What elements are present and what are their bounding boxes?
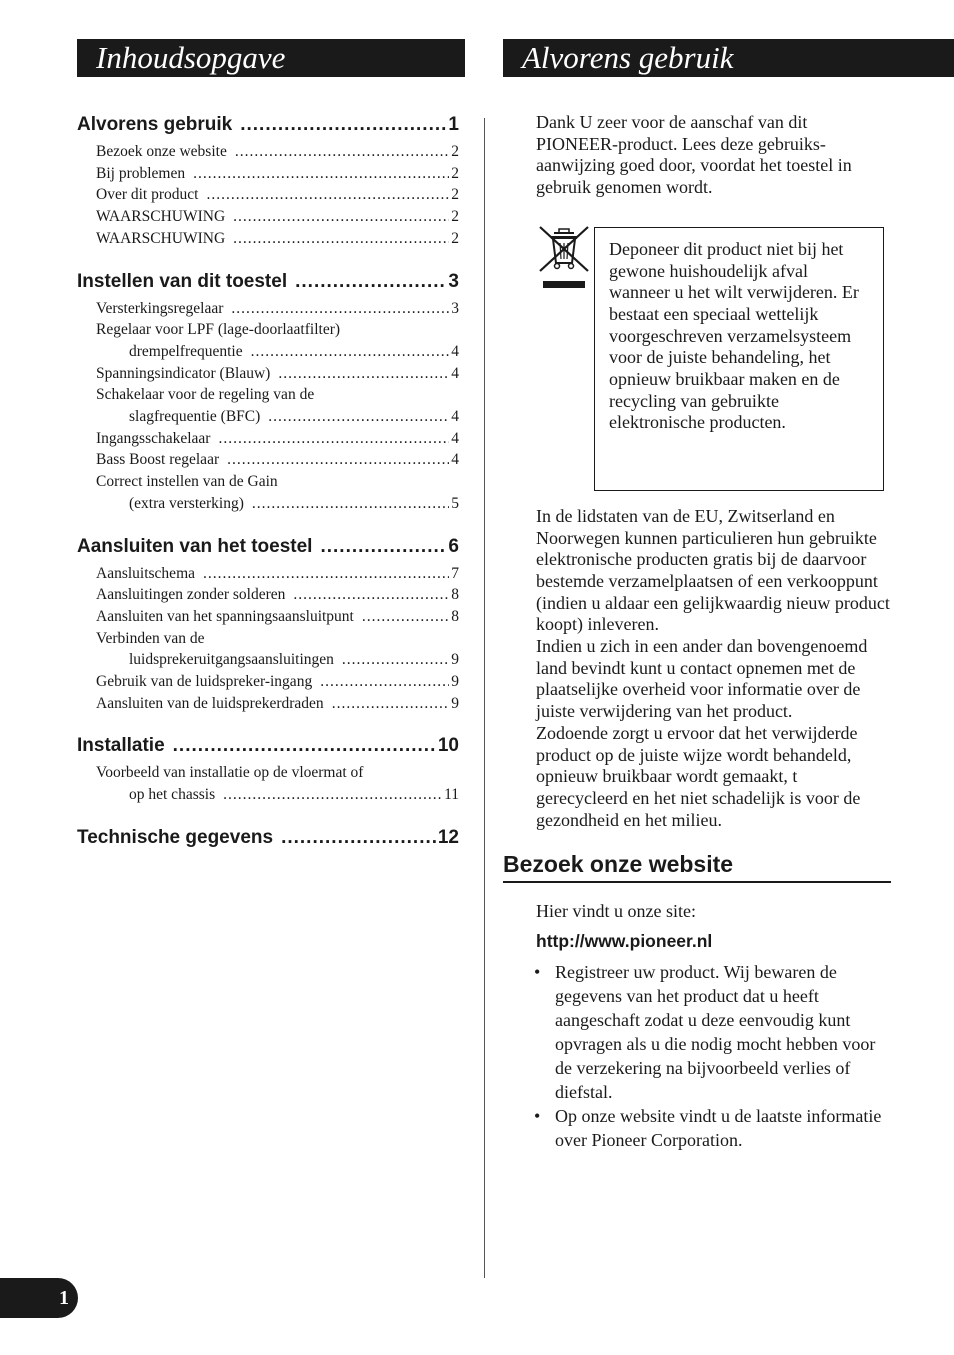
list-item-text: Op onze website vindt u de laatste informatie over Pioneer Corporation. (555, 1106, 882, 1151)
bullet-icon: • (534, 962, 541, 983)
toc-leader (173, 733, 436, 759)
toc-entry-title: drempelfrequentie (129, 342, 243, 360)
toc-section-aansluiten (77, 534, 459, 715)
toc-heading-title: Alvorens gebruik (77, 114, 233, 135)
toc-entry-page: 4 (451, 342, 459, 360)
website-link[interactable]: http://www.pioneer.nl (536, 931, 713, 952)
section-banner: Alvorens gebruik (503, 39, 954, 77)
toc-entry-title: op het chassis (129, 786, 216, 804)
toc-heading[interactable] (77, 112, 459, 138)
toc-heading-title: Technische gegevens (77, 826, 274, 848)
toc-banner: Inhoudsopgave (77, 39, 465, 77)
toc-entry-title: WAARSCHUWING (96, 208, 226, 226)
toc-leader (218, 428, 449, 450)
toc-entry[interactable] (77, 493, 459, 515)
toc-entry-page: 3 (451, 299, 459, 317)
intro-paragraph: Dank U zeer voor de aanschaf van dit PIONEER-product. Lees deze gebruiks-aanwijzing goed door, voordat het toestel in gebruik genomen wordt. (536, 112, 852, 198)
toc-leader (362, 606, 449, 628)
toc-entry-page: 2 (451, 208, 459, 226)
page-number: 1 (0, 1278, 78, 1318)
toc-entry[interactable] (77, 363, 459, 385)
toc-leader (295, 269, 446, 295)
toc-entry-page: 8 (451, 607, 459, 625)
website-intro: Hier vindt u onze site: (536, 901, 696, 922)
toc-entry-title: Bij problemen (96, 164, 186, 182)
toc-leader (193, 163, 449, 185)
toc-entry-page: 9 (451, 651, 459, 669)
toc-heading-page: 10 (437, 735, 459, 757)
toc-section-technische-gegevens (77, 825, 459, 851)
toc-entry-page: 4 (451, 408, 459, 426)
toc-entry[interactable] (77, 606, 459, 628)
toc-entry[interactable] (77, 228, 459, 250)
toc-entry[interactable] (77, 563, 459, 585)
toc-entry[interactable] (77, 141, 459, 163)
toc-entry-page: 4 (451, 429, 459, 447)
toc-entry-title: luidsprekeruitgangsaansluitingen (129, 651, 334, 669)
toc-entry[interactable] (77, 298, 459, 320)
toc-entry-title: WAARSCHUWING (96, 229, 226, 247)
toc-heading-page: 12 (437, 826, 459, 848)
toc-leader (203, 563, 449, 585)
toc-entry-title: slagfrequentie (BFC) (129, 408, 261, 426)
toc-entry[interactable] (77, 406, 459, 428)
toc-entry-page: 2 (451, 143, 459, 160)
toc-entry[interactable] (77, 584, 459, 606)
toc-leader (227, 449, 449, 471)
toc-entry-title: Gebruik van de luidspreker-ingang (96, 673, 313, 691)
treatment-paragraph: Zodoende zorgt u ervoor dat het verwijderde product op de juiste wijze wordt behandeld, opnieuw bruikbaar wordt gemaakt, t gerecycleerd en het niet schadelijk is voor de gezondheid en het milieu. (536, 722, 861, 830)
website-bullet-list (503, 960, 893, 1152)
list-item-text: Registreer uw product. Wij bewaren de gegevens van het product dat u heeft aangeschaft zodat u deze eenvoudig kunt opvragen als u die nodig mocht hebben voor de verzekering na bijvoorbeeld verlies of diefstal. (555, 962, 876, 1103)
toc-heading-title: Aansluiten van het toestel (77, 535, 313, 557)
toc-entry-first-line[interactable]: Regelaar voor LPF (lage-doorlaatfilter) (96, 321, 341, 339)
table-of-contents (77, 112, 459, 870)
toc-heading-page: 6 (448, 535, 459, 557)
toc-entry-page: 9 (451, 694, 459, 712)
toc-leader (278, 363, 449, 385)
toc-heading[interactable] (77, 269, 459, 295)
toc-leader (251, 341, 450, 363)
toc-heading-title: Instellen van dit toestel (77, 270, 288, 292)
toc-entry-title: Spanningsindicator (Blauw) (96, 364, 271, 382)
toc-entry-title: Bass Boost regelaar (96, 451, 220, 469)
toc-entry-title: Aansluitingen zonder solderen (96, 586, 286, 604)
toc-section-installatie (77, 733, 459, 805)
toc-entry-page: 4 (451, 451, 459, 469)
toc-heading-page: 3 (448, 270, 459, 292)
toc-entry[interactable] (77, 184, 459, 206)
toc-entry-page: 8 (451, 586, 459, 604)
toc-entry-page: 7 (451, 564, 459, 582)
toc-entry[interactable] (77, 649, 459, 671)
toc-entry-first-line[interactable]: Verbinden van de (96, 629, 205, 647)
website-heading: Bezoek onze website (503, 849, 891, 883)
toc-leader (206, 184, 449, 206)
toc-leader (235, 141, 449, 163)
crossed-out-wheelie-bin-icon (538, 225, 590, 298)
toc-heading-page: 1 (448, 114, 459, 135)
list-item (503, 960, 893, 1104)
other-country-paragraph: Indien u zich in een ander dan bovengenoemd land bevindt kunt u contact opnemen met de plaatselijke overheid voor informatie over de juiste verwijdering van het product. (536, 636, 868, 722)
toc-entry[interactable] (77, 341, 459, 363)
toc-leader (240, 112, 446, 138)
toc-leader (233, 206, 449, 228)
eu-disposal-paragraph: In de lidstaten van de EU, Zwitserland en Noorwegen kunnen particulieren hun gebruikte elektronische producten gratis bij de daarvoor bestemde verzamelplaatsen of een verkooppunt (indien u aldaar een gelijkwaardig nieuw product koopt) inleveren. (536, 505, 890, 635)
toc-entry[interactable] (77, 693, 459, 715)
weee-disposal-box: Deponeer dit product niet bij het gewone huishoudelijk afval wanneer u het wilt verwijderen. Er bestaat een speciaal wettelijk voorgeschreven verzamelsysteem voor de juiste behandeling, het opnieuw bruikbaar maken en de recycling van gebruikte elektronische producten. (594, 227, 884, 491)
toc-section-instellen (77, 269, 459, 515)
toc-leader (332, 693, 450, 715)
toc-entry-page: 5 (451, 494, 459, 512)
toc-entry[interactable] (77, 163, 459, 185)
toc-entry[interactable] (77, 784, 459, 806)
toc-heading[interactable] (77, 733, 459, 759)
toc-entry-title: Aansluitschema (96, 564, 196, 582)
toc-heading[interactable] (77, 825, 459, 851)
list-item (503, 1104, 893, 1152)
toc-entry-title: Ingangsschakelaar (96, 429, 211, 447)
toc-leader (223, 784, 442, 806)
weee-notice (503, 225, 893, 493)
toc-leader (233, 228, 449, 250)
toc-entry-page: 4 (451, 364, 459, 382)
bullet-icon: • (534, 1106, 541, 1127)
right-column (503, 112, 893, 1152)
toc-entry-first-line[interactable]: Voorbeeld van installatie op de vloermat of (96, 764, 364, 782)
toc-leader (268, 406, 449, 428)
toc-entry-title: Aansluiten van de luidsprekerdraden (96, 694, 324, 712)
column-divider (484, 118, 485, 1278)
toc-entry-page: 2 (451, 186, 459, 204)
toc-entry[interactable] (77, 671, 459, 693)
toc-leader (293, 584, 449, 606)
toc-entry-title: Versterkingsregelaar (96, 299, 224, 317)
toc-entry[interactable] (77, 428, 459, 450)
toc-leader (231, 298, 449, 320)
toc-entry-page: 2 (451, 164, 459, 182)
toc-entry-title: Over dit product (96, 186, 199, 204)
toc-section-alvorens-gebruik (77, 112, 459, 250)
toc-entry-page: 11 (444, 786, 459, 804)
toc-entry-title: Bezoek onze website (96, 143, 227, 160)
toc-leader (320, 534, 446, 560)
toc-heading-title: Installatie (77, 735, 165, 757)
toc-entry-first-line[interactable]: Schakelaar voor de regeling van de (96, 386, 315, 404)
toc-leader (252, 493, 449, 515)
toc-heading[interactable] (77, 534, 459, 560)
toc-leader (320, 671, 449, 693)
toc-entry-first-line[interactable]: Correct instellen van de Gain (96, 473, 278, 491)
toc-entry[interactable] (77, 449, 459, 471)
toc-entry-title: (extra versterking) (129, 494, 244, 512)
toc-leader (342, 649, 449, 671)
toc-entry[interactable] (77, 206, 459, 228)
toc-entry-page: 2 (451, 229, 459, 247)
toc-entry-page: 9 (451, 673, 459, 691)
toc-entry-title: Aansluiten van het spanningsaansluitpunt (96, 607, 354, 625)
toc-leader (281, 825, 436, 851)
